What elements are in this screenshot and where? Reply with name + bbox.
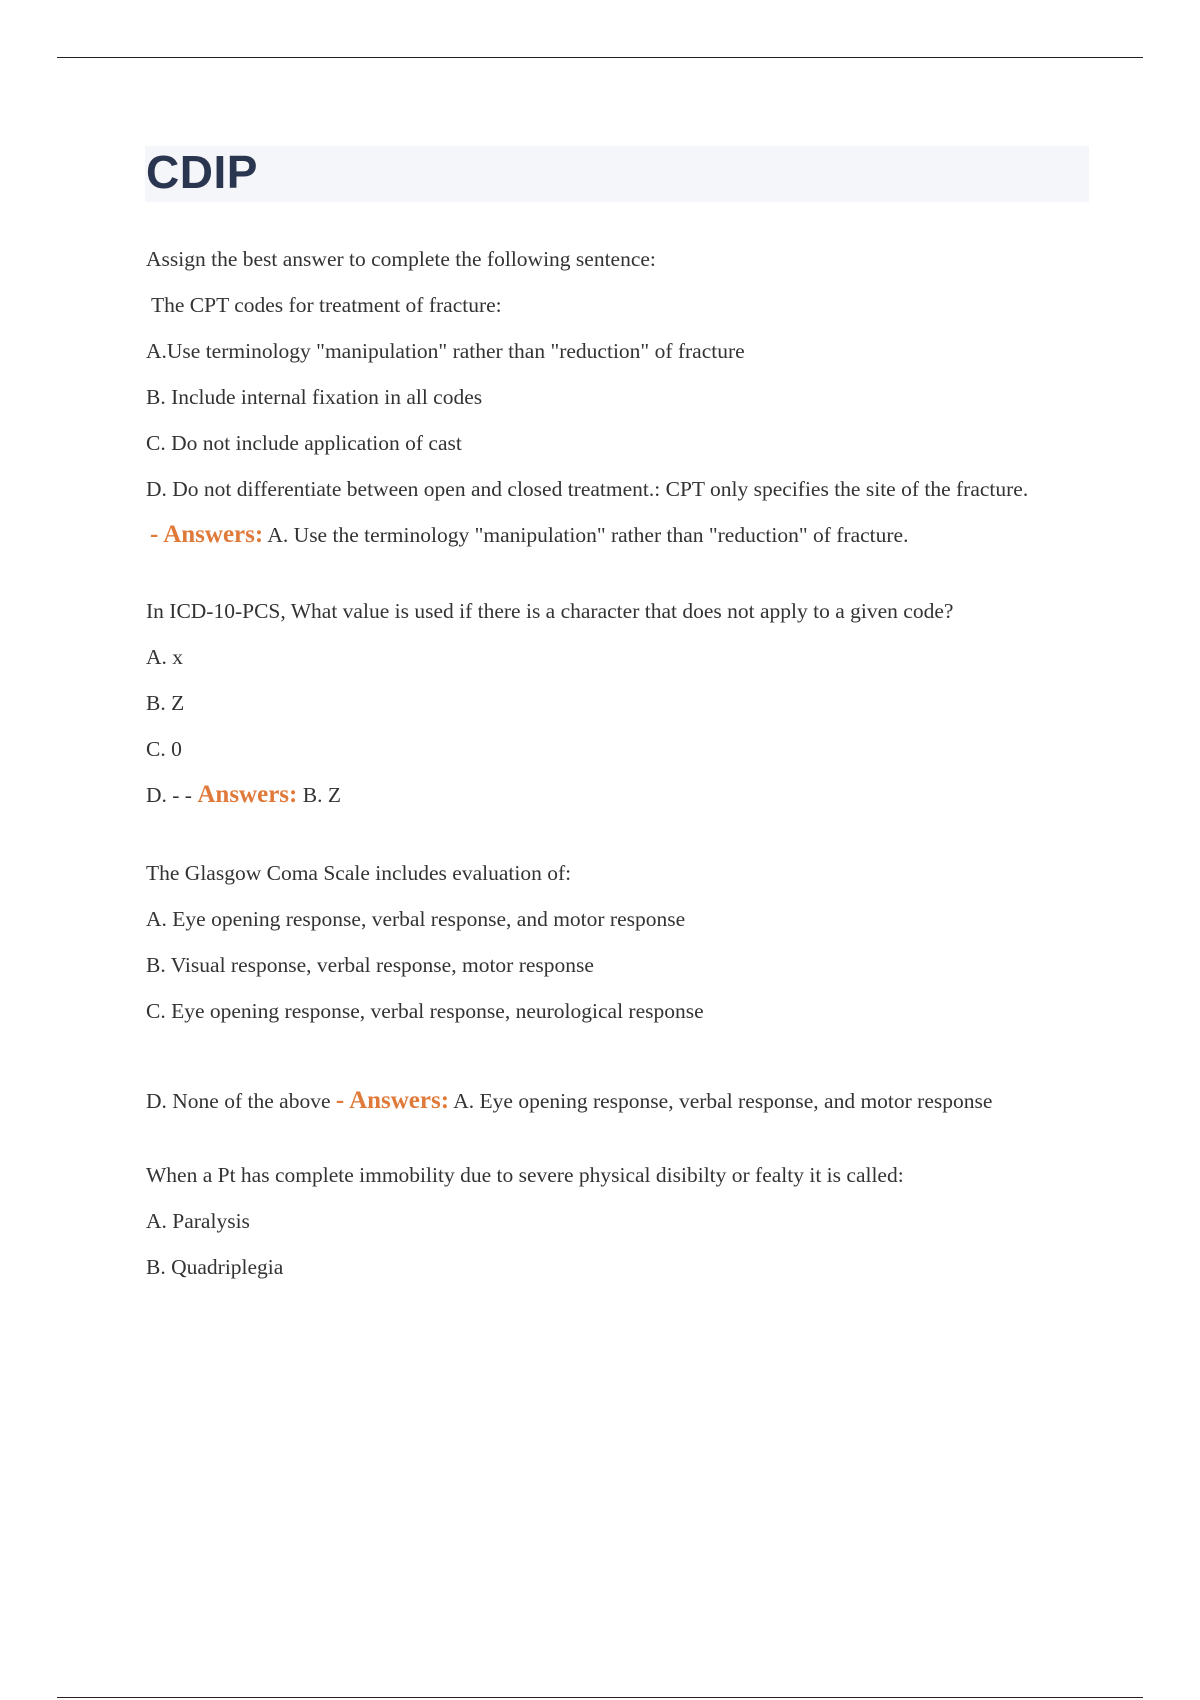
option-d-answer-line	[146, 780, 1088, 810]
question-prompt: In ICD-10-PCS, What value is used if there is a character that does not apply to a given code?	[146, 599, 954, 623]
top-rule	[57, 57, 1143, 58]
option-b: B. Z	[146, 691, 185, 715]
option-b: B. Include internal fixation in all codes	[146, 385, 483, 409]
option-c: C. Eye opening response, verbal response, neurological response	[146, 999, 704, 1023]
option-c: C. 0	[146, 737, 182, 761]
bottom-rule	[57, 1697, 1143, 1698]
question-3	[146, 858, 1088, 1116]
question-4	[146, 1160, 1088, 1282]
question-prompt: The Glasgow Coma Scale includes evaluation of:	[146, 861, 572, 885]
answer-text: B. Z	[297, 783, 341, 807]
option-a: A. Eye opening response, verbal response, and motor response	[146, 907, 686, 931]
question-prompt: Assign the best answer to complete the following sentence:	[146, 247, 656, 271]
option-d: D. Do not differentiate between open and closed treatment.: CPT only specifies the site of the fracture.	[146, 477, 1029, 501]
answer-text: A. Eye opening response, verbal response, and motor response	[449, 1089, 993, 1113]
answer-dash: -	[150, 521, 164, 548]
option-c: C. Do not include application of cast	[146, 431, 462, 455]
option-b: B. Visual response, verbal response, motor response	[146, 953, 594, 977]
answer-text: A. Use the terminology "manipulation" rather than "reduction" of fracture.	[263, 523, 909, 547]
page-title: CDIP	[146, 146, 258, 198]
question-2	[146, 596, 1088, 810]
question-prompt: When a Pt has complete immobility due to severe physical disibilty or fealty it is called:	[146, 1163, 904, 1187]
answer-label: Answers:	[163, 521, 264, 548]
option-d-prefix: D. None of the above	[146, 1089, 336, 1113]
answer-line	[146, 520, 1088, 550]
option-d-prefix: D. - -	[146, 783, 198, 807]
question-stem: The CPT codes for treatment of fracture:	[151, 293, 502, 317]
option-a: A. Paralysis	[146, 1209, 250, 1233]
document-body	[146, 244, 1088, 1298]
answer-dash: -	[335, 1087, 350, 1114]
answer-label: Answers:	[197, 781, 298, 808]
question-1	[146, 244, 1088, 550]
option-a: A. x	[146, 645, 184, 669]
answer-label: Answers:	[349, 1087, 450, 1114]
option-b: B. Quadriplegia	[146, 1255, 284, 1279]
option-d-answer-line	[146, 1086, 1088, 1116]
title-background	[145, 146, 1089, 202]
option-a: A.Use terminology "manipulation" rather than "reduction" of fracture	[146, 339, 745, 363]
